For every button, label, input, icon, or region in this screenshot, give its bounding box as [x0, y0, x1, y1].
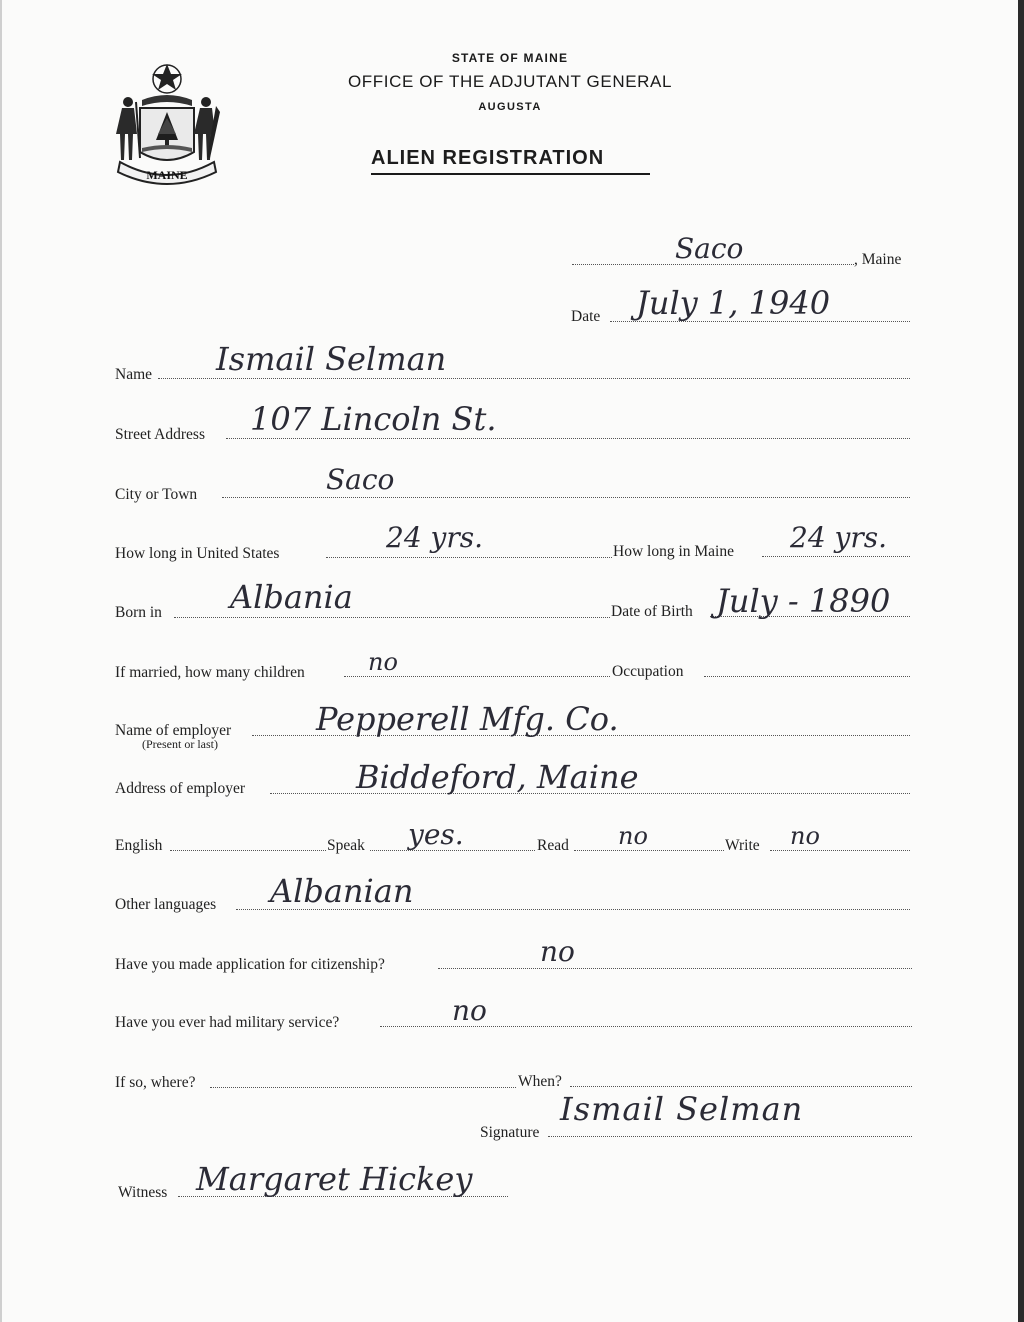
- witness-value: Margaret Hickey: [196, 1160, 473, 1198]
- header-state: STATE OF MAINE: [451, 51, 569, 65]
- town-suffix: , Maine: [854, 251, 902, 268]
- name-value: Ismail Selman: [216, 340, 447, 378]
- other-languages-value: Albanian: [270, 872, 414, 910]
- svg-text:MAINE: MAINE: [146, 168, 188, 182]
- signature-value: Ismail Selman: [560, 1090, 804, 1128]
- born-value: Albania: [230, 578, 353, 616]
- town-value: Saco: [675, 232, 744, 265]
- speak-value: yes.: [408, 818, 464, 851]
- years-maine-line: [762, 556, 910, 557]
- employer-value: Pepperell Mfg. Co.: [316, 700, 619, 738]
- date-value: July 1, 1940: [636, 284, 831, 322]
- occupation-label: Occupation: [612, 663, 684, 680]
- write-line: [770, 850, 910, 851]
- born-label: Born in: [115, 604, 162, 621]
- citizenship-value: no: [540, 935, 575, 968]
- military-label: Have you ever had military service?: [115, 1014, 340, 1031]
- dob-label: Date of Birth: [611, 603, 693, 620]
- city-label: City or Town: [115, 486, 198, 503]
- header-city: AUGUSTA: [478, 101, 542, 113]
- date-label: Date: [571, 308, 601, 325]
- header-office: OFFICE OF THE ADJUTANT GENERAL: [347, 72, 673, 91]
- employer-address-value: Biddeford, Maine: [356, 758, 639, 796]
- city-value: Saco: [326, 463, 395, 496]
- years-maine-value: 24 yrs.: [790, 521, 888, 554]
- children-value: no: [368, 648, 398, 676]
- write-label: Write: [725, 837, 760, 854]
- citizenship-label: Have you made application for citizenship?: [115, 956, 385, 973]
- scan-edge-right: [1018, 0, 1024, 1322]
- write-value: no: [790, 822, 820, 850]
- born-line: [174, 617, 610, 618]
- city-line: [222, 497, 910, 498]
- citizenship-line: [438, 968, 912, 969]
- read-value: no: [618, 822, 648, 850]
- signature-label: Signature: [480, 1124, 540, 1141]
- occupation-line: [704, 676, 910, 677]
- street-value: 107 Lincoln St.: [250, 400, 497, 438]
- employer-label: Name of employer: [115, 722, 232, 739]
- speak-label: Speak: [327, 837, 365, 854]
- dob-value: July - 1890: [716, 582, 891, 620]
- other-languages-label: Other languages: [115, 896, 217, 913]
- name-label: Name: [115, 366, 153, 383]
- english-line: [170, 850, 326, 851]
- read-label: Read: [537, 837, 569, 854]
- name-line: [158, 378, 910, 379]
- when-line: [570, 1086, 912, 1087]
- children-line: [344, 676, 610, 677]
- witness-label: Witness: [118, 1184, 168, 1201]
- title-underline: [371, 173, 650, 175]
- street-label: Street Address: [115, 426, 205, 443]
- scan-edge-left: [0, 0, 2, 1322]
- children-label: If married, how many children: [115, 664, 305, 681]
- where-line: [210, 1087, 516, 1088]
- years-us-line: [326, 557, 612, 558]
- english-label: English: [115, 837, 163, 854]
- read-line: [574, 850, 724, 851]
- years-us-label: How long in United States: [115, 545, 280, 562]
- where-label: If so, where?: [115, 1074, 196, 1091]
- military-value: no: [452, 994, 487, 1027]
- years-us-value: 24 yrs.: [386, 521, 484, 554]
- employer-address-label: Address of employer: [115, 780, 245, 797]
- form-title: ALIEN REGISTRATION: [371, 147, 605, 169]
- signature-line: [548, 1136, 912, 1137]
- street-line: [226, 438, 910, 439]
- when-label: When?: [518, 1073, 562, 1090]
- years-maine-label: How long in Maine: [613, 543, 734, 560]
- maine-state-seal-icon: [112, 62, 222, 190]
- employer-sublabel: (Present or last): [142, 737, 218, 751]
